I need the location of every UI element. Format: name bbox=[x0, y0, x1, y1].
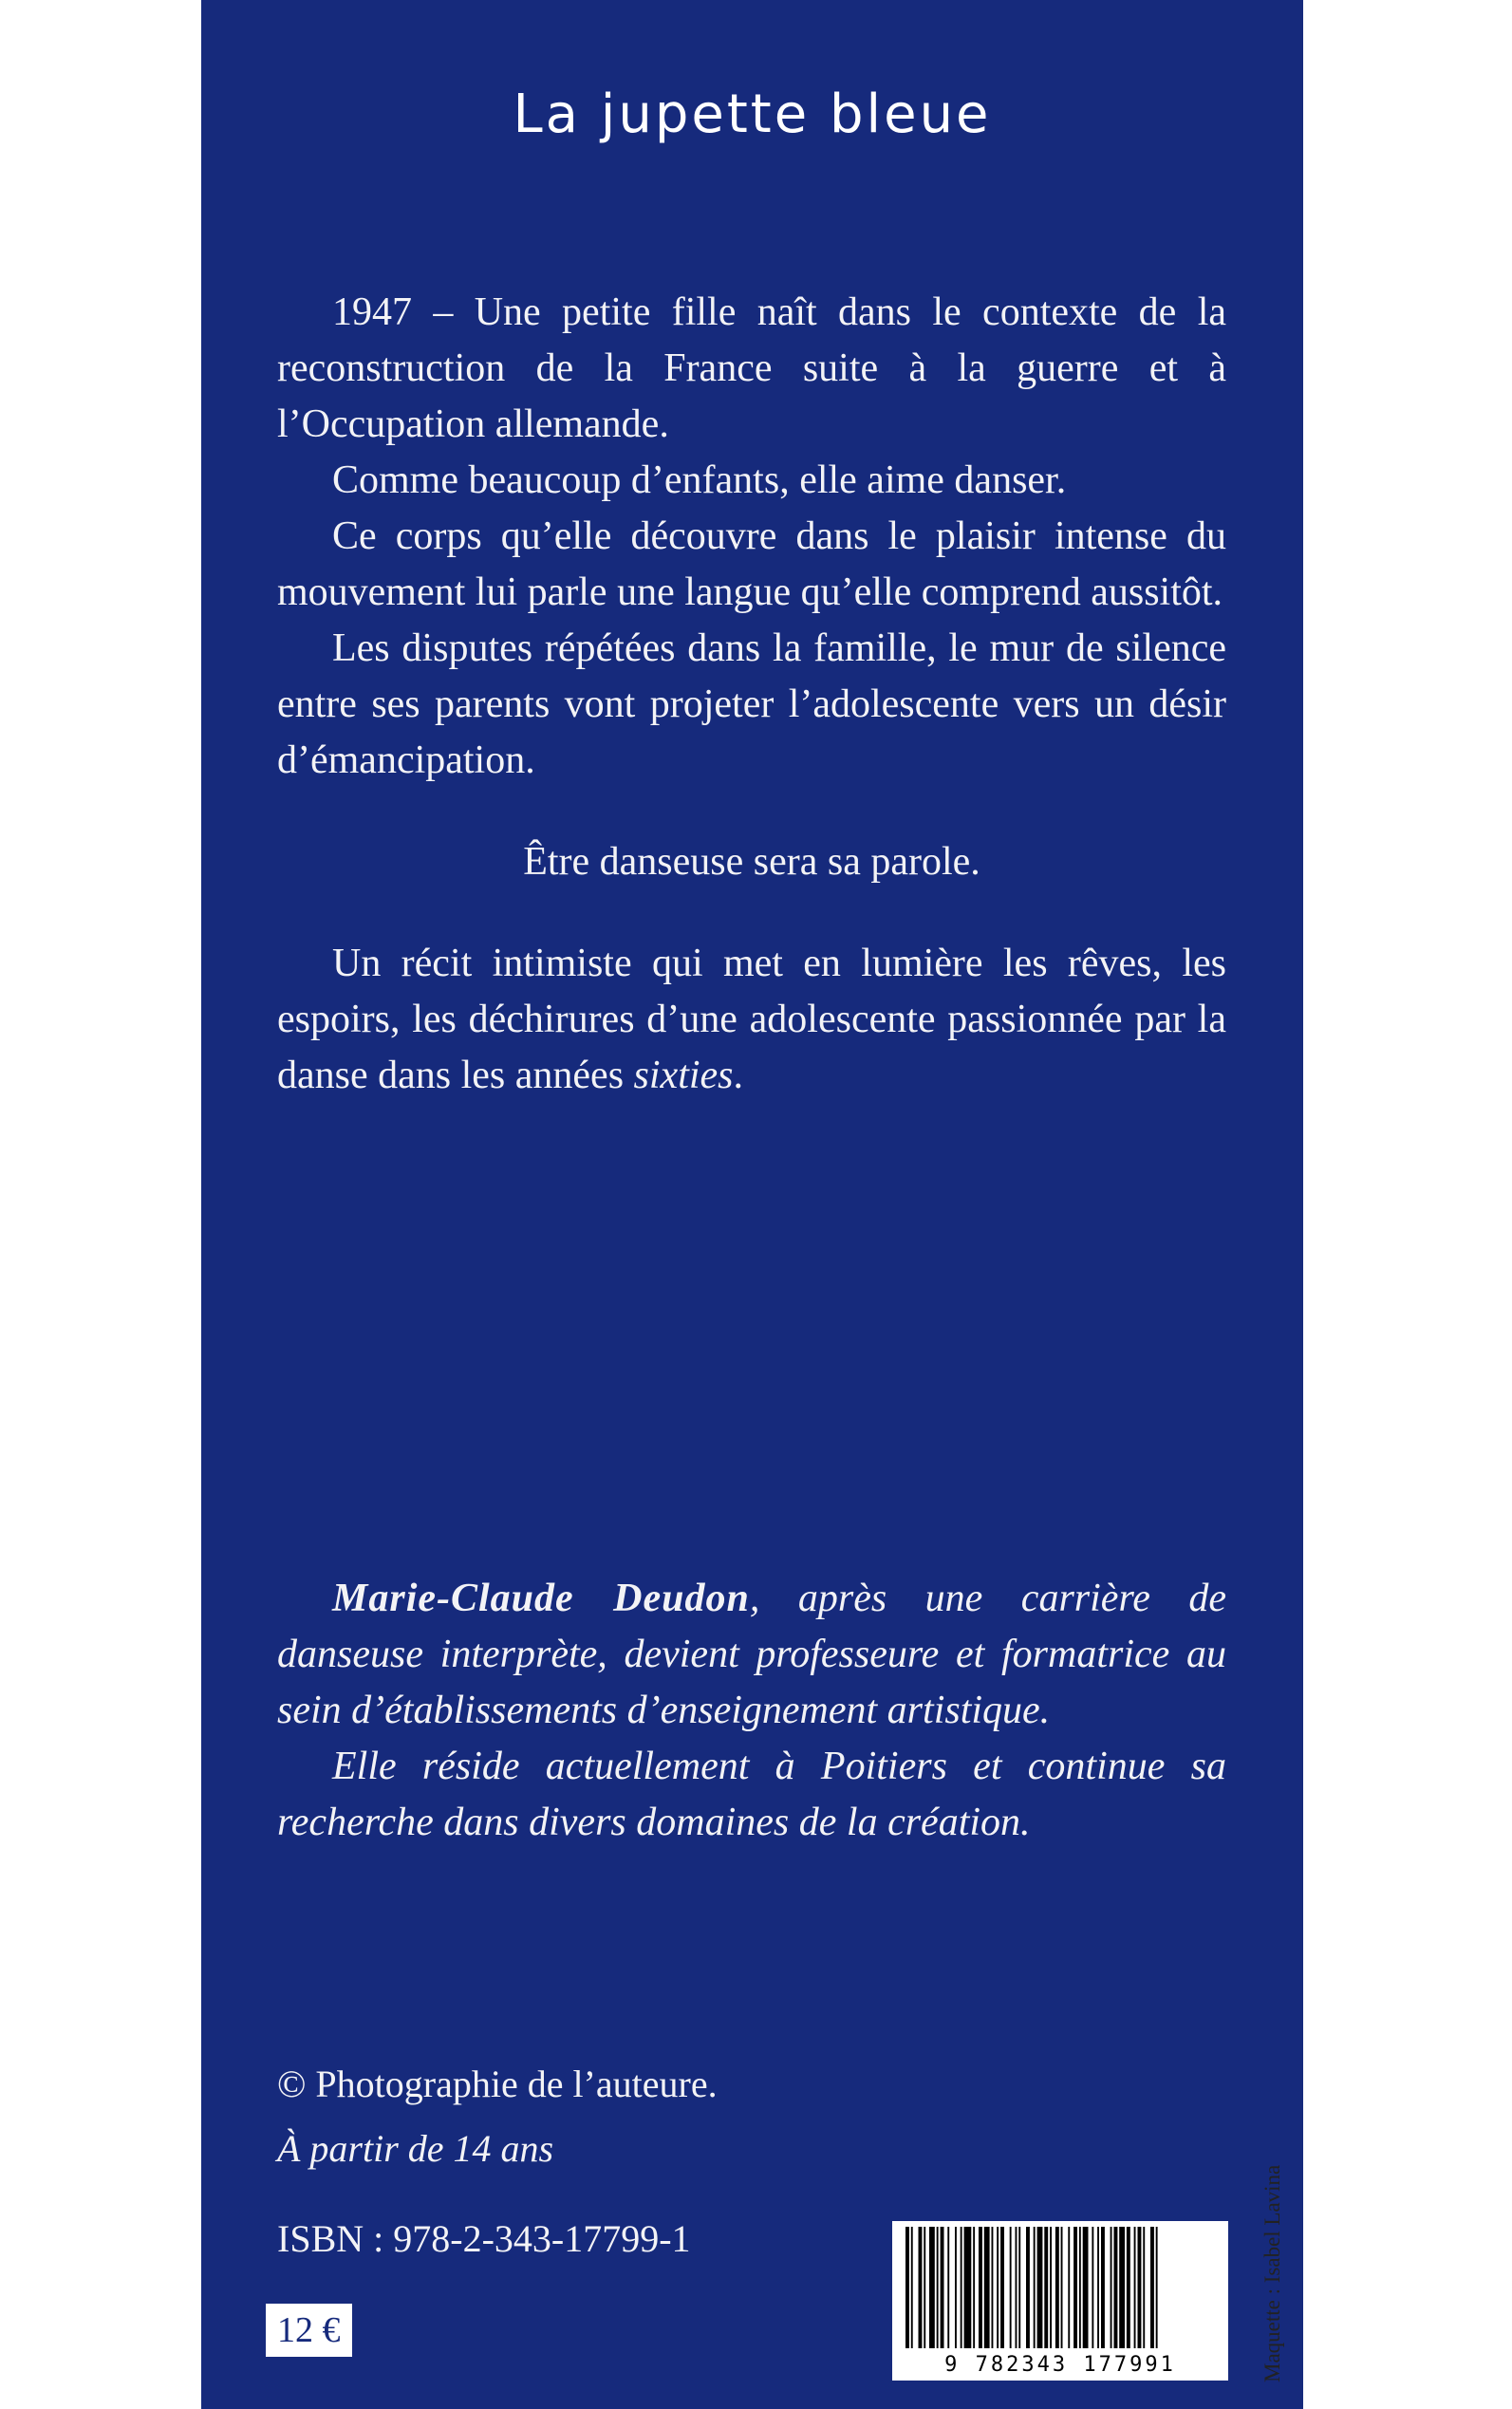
photo-credit: © Photographie de l’auteure. bbox=[277, 2063, 718, 2105]
summary-text: Un récit intimiste qui met en lumière les rêves, les espoirs, les déchirures d’une adolescente passionnée par la danse dans les années bbox=[277, 942, 1226, 1097]
blurb-paragraph: 1947 – Une petite fille naît dans le contexte de la reconstruction de la France suite à la guerre et à l’Occupation allemande. bbox=[277, 290, 1226, 446]
author-bio-paragraph: Elle réside actuellement à Poitiers et continue sa recherche dans divers domaines de la création. bbox=[277, 1745, 1226, 1844]
summary-end: . bbox=[733, 1054, 744, 1097]
blurb-paragraph: Comme beaucoup d’enfants, elle aime danser. bbox=[332, 458, 1067, 502]
summary-paragraph bbox=[277, 936, 1226, 1104]
price-tag: 12 € bbox=[266, 2304, 352, 2357]
author-name: Marie-Claude Deudon bbox=[332, 1577, 750, 1620]
author-bio-paragraph bbox=[277, 1571, 1226, 1739]
summary-italic: sixties bbox=[633, 1054, 734, 1097]
book-title: La jupette bleue bbox=[513, 84, 992, 145]
blurb bbox=[277, 285, 1226, 1104]
barcode-digits: 9 782343 177991 bbox=[944, 2353, 1176, 2377]
isbn: ISBN : 978-2-343-17799-1 bbox=[277, 2217, 691, 2260]
author-bio bbox=[277, 1571, 1226, 1851]
age-recommendation: À partir de 14 ans bbox=[277, 2127, 554, 2170]
barcode-bars-icon bbox=[892, 2221, 1228, 2354]
blurb-paragraph: Les disputes répétées dans la famille, le mur de silence entre ses parents vont projeter l’adolescente vers un désir d’émancipation. bbox=[277, 626, 1226, 782]
tagline: Être danseuse sera sa parole. bbox=[523, 840, 980, 884]
book-back-cover bbox=[201, 0, 1303, 2409]
author-bio-text: , après une carrière de danseuse interprète, devient professeure et formatrice au sein d’établissements d’enseignement artistique. bbox=[277, 1577, 1227, 1732]
layout-credit: Maquette : Isabel Lavina bbox=[1260, 2164, 1284, 2382]
barcode bbox=[892, 2221, 1228, 2381]
blurb-paragraph: Ce corps qu’elle découvre dans le plaisir intense du mouvement lui parle une langue qu’elle comprend aussitôt. bbox=[277, 514, 1226, 614]
